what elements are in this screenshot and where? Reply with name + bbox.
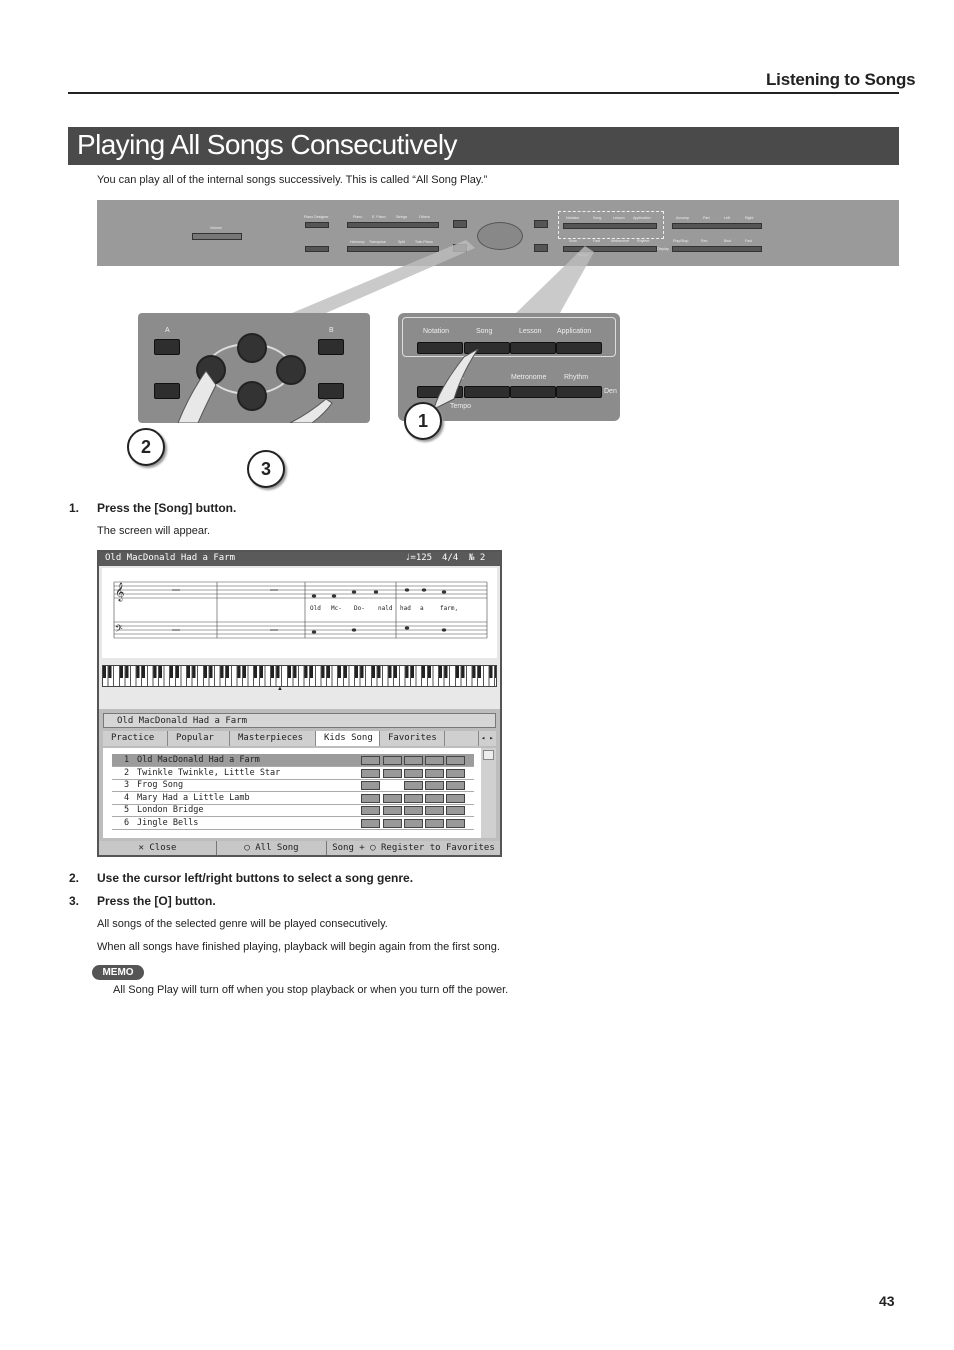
zoom-label-a: A — [165, 327, 170, 334]
keyboard-pointer-icon: ▲ — [277, 686, 283, 692]
song-title: Jingle Bells — [137, 817, 199, 828]
zoom-label-application: Application — [557, 328, 592, 335]
step-3-note-1: All songs of the selected genre will be played consecutively. — [97, 918, 388, 930]
panel-label-harmony: Harmony — [350, 240, 365, 244]
tab-more[interactable] — [445, 731, 479, 746]
list-item[interactable] — [112, 767, 474, 780]
lyric-6: a — [420, 605, 424, 612]
finger-illustrations — [138, 313, 370, 423]
score-area — [102, 568, 497, 658]
badge-icon — [446, 794, 465, 803]
song-title: Frog Song — [137, 780, 184, 790]
step-3-note-2: When all songs have finished playing, playback will begin again from the first song. — [97, 941, 500, 953]
list-item[interactable] — [112, 754, 474, 767]
tab-masterpieces-label: Masterpieces — [238, 733, 304, 743]
panel-label-bwd: Bwd — [724, 239, 731, 243]
callout-2: 2 — [127, 428, 165, 466]
panel-label-display: Display — [657, 247, 669, 251]
step-3-number: 3. — [69, 894, 80, 908]
panel-label-split: Split — [398, 240, 405, 244]
zoom-label-metronome: Metronome — [511, 374, 547, 381]
badge-icon — [404, 819, 423, 828]
panel-label-others: Others — [419, 215, 430, 219]
badge-icon — [425, 769, 444, 778]
badge-icon — [361, 806, 380, 815]
tab-popular[interactable] — [168, 731, 230, 746]
badge-icon — [404, 806, 423, 815]
step-1-text: Press the [Song] button. — [97, 501, 237, 515]
panel-label-fwd: Fwd — [745, 239, 752, 243]
screen-song-title: Old MacDonald Had a Farm — [105, 553, 236, 563]
song-title: London Bridge — [137, 805, 204, 815]
register-favorites-button[interactable]: Song + ◯ Register to Favorites — [332, 843, 495, 853]
badge-icon — [361, 819, 380, 828]
song-number: 4 — [124, 792, 130, 803]
screen-meter: 4/4 — [442, 553, 459, 563]
badge-icon — [425, 819, 444, 828]
panel-label-rhythm: Rhythm — [637, 239, 650, 243]
panel-label-right: Right — [745, 216, 754, 220]
memo-badge: MEMO — [92, 965, 144, 980]
genre-tabs — [103, 731, 496, 746]
step-1-note: The screen will appear. — [97, 525, 211, 537]
callout-1: 1 — [404, 402, 442, 440]
badge-icon — [361, 794, 380, 803]
badge-icon — [404, 769, 423, 778]
zoom-label-song: Song — [476, 328, 493, 335]
tab-scroll-arrows[interactable]: ◂ ▸ — [481, 734, 494, 742]
song-title: Mary Had a Little Lamb — [137, 792, 250, 803]
tab-favorites[interactable] — [380, 731, 445, 746]
tab-masterpieces[interactable] — [230, 731, 316, 746]
panel-label-twin-piano: Twin Piano — [415, 240, 433, 244]
lyric-4: nald — [378, 605, 393, 612]
panel-label-rec: Rec — [701, 239, 708, 243]
panel-label-volume: Volume — [210, 226, 222, 230]
tab-favorites-label: Favorites — [388, 733, 437, 743]
panel-label-epiano: E. Piano — [372, 215, 386, 219]
panel-label-accomp: Accomp — [676, 216, 689, 220]
panel-label-song: Song — [593, 216, 602, 220]
finger-o-icon — [290, 399, 332, 423]
badge-icon — [446, 819, 465, 828]
step-2-number: 2. — [69, 871, 80, 885]
panel-label-slow: Slow — [569, 239, 577, 243]
panel-label-lesson: Lesson — [613, 216, 625, 220]
tab-kids-song-label: Kids Song — [324, 733, 373, 743]
song-number: 6 — [124, 817, 130, 828]
badge-icon — [425, 781, 444, 790]
lyric-7: farm, — [440, 605, 459, 612]
memo-text: All Song Play will turn off when you stop playback or when you turn off the power. — [113, 984, 509, 996]
section-title: Listening to Songs — [766, 70, 916, 89]
panel-label-application: Application — [633, 216, 651, 220]
song-number: 3 — [124, 780, 130, 790]
zoom-label-b: B — [329, 327, 334, 334]
lyric-2: Mc- — [331, 605, 342, 612]
panel-label-play-stop: Play/Stop — [673, 239, 689, 243]
panel-label-piano: Piano — [353, 215, 363, 219]
list-item[interactable] — [112, 779, 474, 792]
badge-icon — [425, 794, 444, 803]
panel-label-notation: Notation — [566, 216, 580, 220]
panel-label-piano-designer: Piano Designer — [304, 215, 329, 219]
badge-icon — [446, 781, 465, 790]
lyric-1: Old — [310, 605, 321, 612]
lyric-5: had — [400, 605, 411, 612]
treble-clef-icon: 𝄞 — [115, 582, 125, 601]
lyric-3: Do- — [354, 605, 365, 612]
song-number: 5 — [124, 805, 130, 815]
finger-song-icon — [434, 349, 478, 409]
badge-icon — [404, 781, 423, 790]
scrollbar-thumb[interactable] — [483, 750, 494, 760]
zoom-label-tempo: Tempo — [450, 403, 472, 410]
badge-icon — [404, 794, 423, 803]
screen-header — [99, 552, 500, 566]
selected-song-title: Old MacDonald Had a Farm — [117, 716, 248, 726]
staff-notation — [102, 568, 497, 658]
badge-icon — [361, 756, 380, 765]
panel-label-metronome: Metronome — [611, 239, 630, 243]
badge-icon — [404, 756, 423, 765]
badge-icon — [361, 781, 380, 790]
step-1-number: 1. — [69, 501, 80, 515]
panel-label-strings: Strings — [396, 215, 408, 219]
step-2-text: Use the cursor left/right buttons to select a song genre. — [97, 871, 414, 885]
zoom-label-rhythm: Rhythm — [564, 374, 589, 381]
badge-icon — [383, 769, 402, 778]
song-number: 1 — [124, 755, 130, 765]
badge-icon — [383, 806, 402, 815]
tab-kids-song[interactable] — [316, 731, 380, 746]
selected-song-bar — [103, 713, 496, 728]
close-button[interactable]: ✕ Close — [99, 841, 217, 855]
panel-label-left: Left — [724, 216, 730, 220]
song-list — [103, 748, 481, 838]
finger-left-icon — [178, 371, 216, 423]
badge-icon — [446, 769, 465, 778]
badge-icon — [425, 756, 444, 765]
list-item[interactable] — [112, 804, 474, 817]
list-item[interactable] — [112, 792, 474, 805]
badge-icon — [446, 756, 465, 765]
badge-icon — [383, 756, 402, 765]
leader-line-cursor — [292, 240, 475, 313]
zoom-cursor-panel — [138, 313, 370, 423]
badge-icon — [383, 794, 402, 803]
tab-practice-label: Practice — [111, 733, 155, 743]
badge-icon — [446, 806, 465, 815]
panel-label-part: Part — [703, 216, 710, 220]
step-3-text: Press the [O] button. — [97, 894, 216, 908]
screen-measure: № 2 — [469, 553, 486, 563]
badge-icon — [425, 806, 444, 815]
callout-3: 3 — [247, 450, 285, 488]
song-list-scrollbar[interactable] — [481, 748, 496, 838]
page-title: Playing All Songs Consecutively — [77, 129, 457, 160]
list-item[interactable] — [112, 817, 474, 830]
panel-label-fast: Fast — [593, 239, 600, 243]
zoom-label-notation: Notation — [423, 328, 450, 335]
song-number: 2 — [124, 767, 130, 778]
keyboard-display — [102, 665, 497, 687]
song-title: Old MacDonald Had a Farm — [137, 755, 260, 765]
screen-footer — [99, 841, 500, 855]
zoom-label-den: Den — [604, 388, 617, 395]
badge-icon — [383, 819, 402, 828]
bass-clef-icon: 𝄢 — [115, 623, 123, 637]
intro-text: You can play all of the internal songs successively. This is called “All Song Play.” — [97, 174, 488, 186]
badge-icon — [361, 769, 380, 778]
zoom-label-lesson: Lesson — [519, 328, 542, 335]
all-song-button[interactable]: ◯ All Song — [217, 841, 327, 855]
tab-practice[interactable] — [103, 731, 168, 746]
leader-line-song — [516, 246, 594, 313]
black-keys — [103, 666, 496, 678]
panel-label-transpose: Transpose — [369, 240, 386, 244]
song-title: Twinkle Twinkle, Little Star — [137, 767, 281, 778]
page-number: 43 — [879, 1293, 895, 1309]
tab-popular-label: Popular — [176, 733, 214, 743]
screen-tempo: ♩=125 — [405, 553, 433, 563]
